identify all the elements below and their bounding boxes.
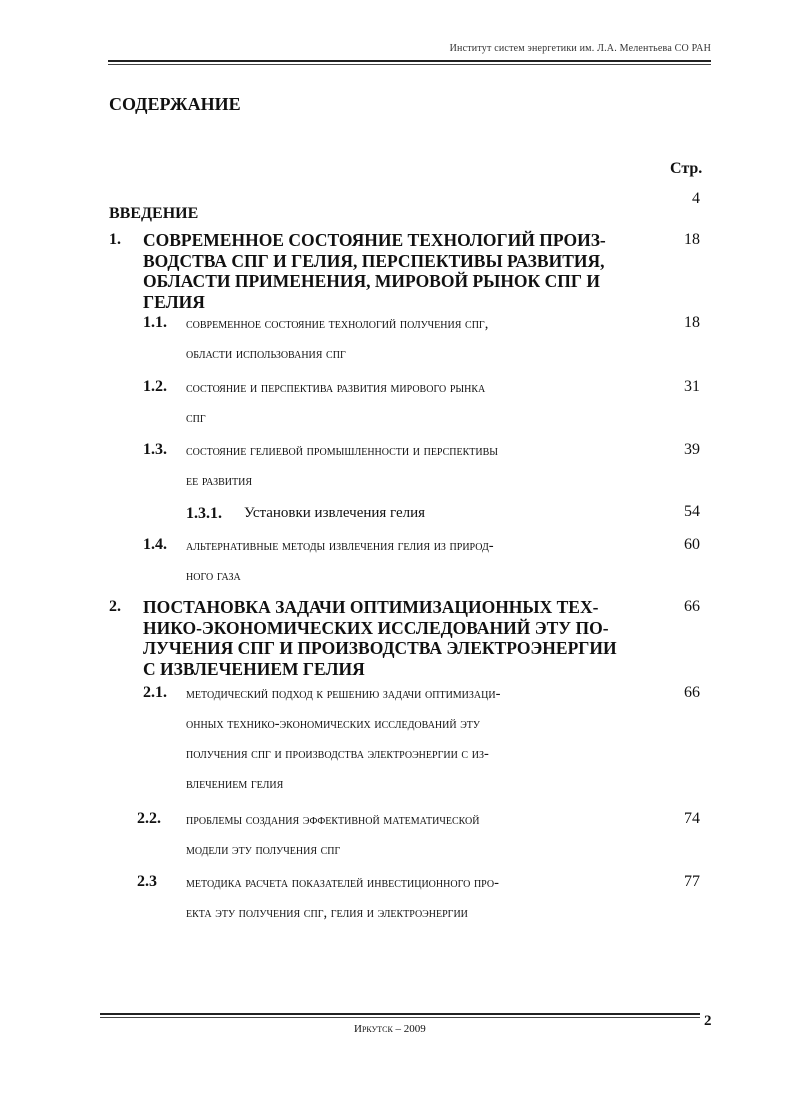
- section-title: методический подход к решению задачи оптимизаци- онных технико-экономических исследований эту получения спг и производства электроэнергии с из- влечением гелия: [186, 686, 501, 792]
- section-page: 18: [684, 314, 700, 331]
- chapter-number: 1.: [109, 231, 121, 248]
- section-title: современное состояние технологий получения спг, области использования спг: [186, 316, 489, 362]
- running-header: Институт систем энергетики им. Л.А. Мелентьева СО РАН: [449, 43, 711, 54]
- intro-label: ВВЕДЕНИЕ: [109, 205, 199, 222]
- section-title: состояние гелиевой промышленности и перспективы ее развития: [186, 443, 498, 489]
- section-page: 31: [684, 378, 700, 395]
- subsection-title: Установки извлечения гелия: [244, 505, 426, 521]
- section-page: 66: [684, 684, 700, 701]
- footer-city-year: Иркутск – 2009: [354, 1023, 426, 1035]
- intro-page: 4: [692, 190, 700, 207]
- section-number: 1.2.: [143, 378, 167, 395]
- page-title: СОДЕРЖАНИЕ: [109, 94, 241, 114]
- section-page: 39: [684, 441, 700, 458]
- subsection-page: 54: [684, 503, 700, 520]
- section-page: 60: [684, 536, 700, 553]
- subsection-number: 1.3.1.: [186, 505, 222, 522]
- header-rule: [108, 60, 711, 62]
- page-number: 2: [704, 1013, 712, 1029]
- chapter-title: СОВРЕМЕННОЕ СОСТОЯНИЕ ТЕХНОЛОГИЙ ПРОИЗ- ВОДСТВА СПГ И ГЕЛИЯ, ПЕРСПЕКТИВЫ РАЗВИТИЯ, ОБЛАСТИ ПРИМЕНЕНИЯ, МИРОВОЙ РЫНОК СПГ И ГЕЛИЯ: [143, 230, 606, 312]
- section-number: 2.1.: [143, 684, 167, 701]
- header-rule-thin: [108, 64, 711, 65]
- section-title: альтернативные методы извлечения гелия из природ- ного газа: [186, 538, 494, 584]
- section-title: методика расчета показателей инвестиционного про- екта эту получения спг, гелия и электроэнергии: [186, 875, 499, 921]
- section-number: 2.3: [137, 873, 157, 890]
- section-title: состояние и перспектива развития мирового рынка спг: [186, 380, 486, 426]
- section-page: 77: [684, 873, 700, 890]
- section-page: 74: [684, 810, 700, 827]
- section-number: 1.1.: [143, 314, 167, 331]
- page-column-label: Стр.: [670, 160, 703, 177]
- chapter-number: 2.: [109, 598, 121, 615]
- footer-rule-thin: [100, 1017, 700, 1018]
- section-number: 2.2.: [137, 810, 161, 827]
- section-number: 1.3.: [143, 441, 167, 458]
- chapter-page: 18: [684, 231, 700, 248]
- chapter-page: 66: [684, 598, 700, 615]
- chapter-title: ПОСТАНОВКА ЗАДАЧИ ОПТИМИЗАЦИОННЫХ ТЕХ- НИКО-ЭКОНОМИЧЕСКИХ ИССЛЕДОВАНИЙ ЭТУ ПО- ЛУЧЕНИЯ СПГ И ПРОИЗВОДСТВА ЭЛЕКТРОЭНЕРГИИ С ИЗВЛЕЧЕНИЕМ ГЕЛИЯ: [143, 597, 617, 679]
- section-number: 1.4.: [143, 536, 167, 553]
- section-title: проблемы создания эффективной математической модели эту получения спг: [186, 812, 480, 858]
- footer-rule: [100, 1013, 700, 1015]
